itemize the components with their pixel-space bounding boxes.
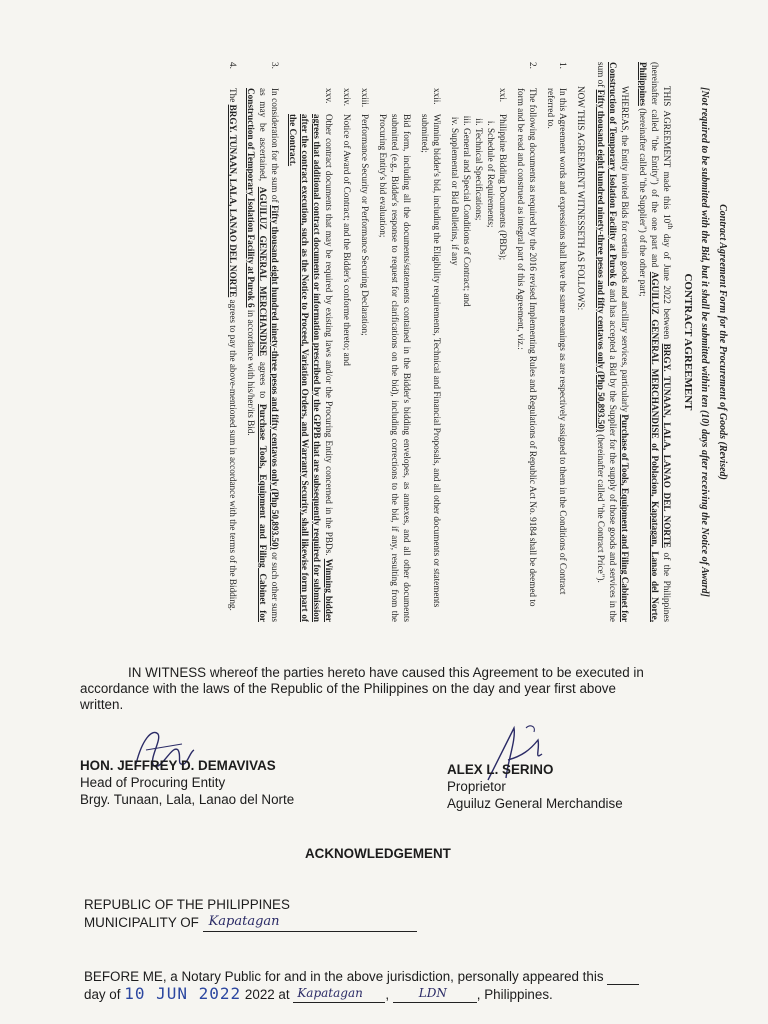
- signatory-left-title: Head of Procuring Entity: [80, 775, 226, 790]
- signatory-left-office: Brgy. Tunaan, Lala, Lanao del Norte: [80, 792, 295, 807]
- year-label: 2022 at: [244, 987, 290, 1002]
- signatory-right: [447, 761, 623, 812]
- day-of-line: day of 10 JUN 2022 2022 at Kapatagan , LDN , Philippines.: [84, 984, 553, 1003]
- before-me-line: [84, 968, 704, 985]
- clause-3-sum: Fifty thousand eight hundred ninety-three pesos and fifty centavos only (Php 50,893.50): [269, 205, 280, 550]
- clause-3-text-d: in accordance with his/her/its Bid.: [245, 307, 256, 436]
- municipality-line: [84, 914, 684, 932]
- clause-xxiv-text: Notice of Award of Contract; and the Bidder's conforme thereto; and: [341, 114, 352, 366]
- signatory-left: [80, 757, 294, 808]
- clause-xxi-title: Philippine Bidding Documents (PBDs);: [497, 114, 508, 261]
- place-value: Kapatagan: [297, 986, 363, 1000]
- clause-xxiv: [341, 62, 353, 622]
- intro-text-d: (hereinafter called "the Supplier") of the other part;: [637, 105, 648, 297]
- whereas-paragraph: [595, 62, 631, 622]
- clause-xxv-text-b: Winning bidder agrees that additional contract documents or information prescribed by the GPPB that are subsequently required for submission after the contract execution, such as the Notice to Proceed, Variation Orders, and Warranty Security, shall likewise form part of the Contract.: [287, 114, 334, 622]
- intro-supplier: AGUILUZ GENERAL MERCHANDISE of Poblacion, Kapatagan, Lanao del Norte, Philippines: [637, 62, 660, 622]
- clause-2: [515, 62, 539, 622]
- whereas-goods: Purchase of Tools, Equipment and Filing Cabinet for Construction of Temporary Isolation Facility at Purok 6: [607, 62, 630, 622]
- clause-3-text-b: or such other sums as may be ascertained,: [257, 88, 280, 622]
- pbd-list: [449, 114, 497, 622]
- signatory-right-office: Aguiluz General Merchandise: [447, 796, 623, 811]
- clause-4-text-b: agrees to pay the above-mentioned sum in accordance with the terms of the Bidding.: [227, 297, 238, 611]
- clause-1-number: 1.: [557, 62, 568, 69]
- clause-xxv-text-a: Other contract documents that may be required by existing laws and/or the Procuring Entity concerned in the PBDs.: [323, 114, 334, 559]
- form-header-line2: [Not required to be submitted with the Bid, but it shall be submitted within ten (10) days after receiving the Notice of Award]: [699, 87, 710, 597]
- province-value: LDN: [418, 986, 447, 1000]
- contract-title: CONTRACT AGREEMENT: [682, 273, 694, 411]
- intro-text-c: of the Philippines (hereinafter called "the Entity") of the one part and: [649, 62, 672, 622]
- clause-xxi-number: xxi.: [497, 88, 508, 103]
- clause-xxi: [449, 62, 509, 622]
- date-stamp: 10 JUN 2022: [124, 984, 242, 1003]
- day-of-label: day of: [84, 987, 121, 1002]
- clause-4-text-a: The: [227, 88, 238, 105]
- clause-3-number: 3.: [269, 62, 280, 69]
- intro-text-b: day of June 2022 between: [661, 229, 672, 344]
- bid-form-paragraph: Bid form, including all the documents/statements contained in the Bidder's bidding envelopes, as annexes, and all other documents submitted (e.g., Bidder's response to request for clarifications on the bid), including corrections to the bid, if any, resulting from the Procuring Entity's bid evaluation;: [377, 114, 412, 622]
- witness-line-2: accordance with the laws of the Republic of the Philippines on the day and year first above: [80, 681, 616, 696]
- place-field: [293, 988, 385, 1003]
- contract-agreement-rotated: [28, 62, 728, 642]
- signatory-left-name: HON. JEFFREY D. DEMAVIVAS: [80, 758, 276, 773]
- clause-2-number: 2.: [527, 62, 538, 69]
- clause-xxiii-text: Performance Security or Performance Securing Declaration;: [359, 114, 370, 336]
- notary-block: [84, 968, 704, 1003]
- municipality-label: MUNICIPALITY OF: [84, 915, 199, 930]
- clause-2-text: The following documents as required by the 2016 revised Implementing Rules and Regulations of Republic Act No. 9184 shall be deemed to form and be read and construed as integral part of this Agreement, viz.:: [515, 88, 538, 607]
- clause-1-text: In this Agreement words and expressions shall have the same meanings as are respectively assigned to them in the Conditions of Contract referred to.: [545, 88, 568, 595]
- witness-clause: [80, 665, 700, 713]
- clause-3-text-c: agrees to: [257, 356, 268, 405]
- signatory-right-name: ALEX L. SERINO: [447, 762, 554, 777]
- clause-3: [245, 62, 281, 622]
- signatory-right-title: Proprietor: [447, 779, 506, 794]
- contract-column: [221, 62, 728, 622]
- clause-xxii-number: xxii.: [431, 88, 442, 105]
- clause-xxii-text: Winning bidder's bid, including the Eligibility requirements, Technical and Financial Proposals, and all other documents or statements submitted;: [419, 114, 442, 608]
- clause-xxv: [287, 62, 335, 622]
- clause-4: [227, 62, 239, 622]
- clause-xxv-number: xxv.: [323, 88, 334, 104]
- witness-line-1: IN WITNESS whereof the parties hereto have caused this Agreement to be executed in: [128, 665, 644, 680]
- municipality-field: [203, 914, 417, 932]
- philippines-label: Philippines.: [484, 987, 553, 1002]
- clause-1: [545, 62, 569, 622]
- whereas-sum: Fifty thousand eight hundred ninety-three pesos and fifty centavos only (Php 50,893.50): [595, 89, 606, 432]
- municipality-value: Kapatagan: [208, 914, 280, 929]
- pbd-list-item: i. Schedule of Requirements;: [485, 128, 497, 622]
- clause-xxiv-number: xxiv.: [341, 88, 352, 107]
- republic-line: REPUBLIC OF THE PHILIPPINES: [84, 897, 290, 912]
- intro-entity: BRGY. TUNAAN, LALA, LANAO DEL NORTE: [661, 343, 672, 548]
- witness-line-3: written.: [80, 697, 124, 712]
- clause-3-text-a: In consideration for the sum of: [269, 88, 280, 206]
- venue-block: [84, 896, 684, 932]
- clause-xxiii-number: xxiii.: [359, 88, 370, 108]
- whereas-text-b: and has accepted a Bid by the Supplier for the supply of those goods and services in the sum of: [595, 62, 618, 622]
- intro-text-a: THIS AGREEMENT made this 10: [661, 86, 672, 224]
- before-me-text: BEFORE ME, a Notary Public for and in the above jurisdiction, personally appeared this: [84, 969, 604, 984]
- whereas-text-c: (hereinafter called "the Contract Price").: [595, 432, 606, 583]
- whereas-text-a: WHEREAS, the Entity invited Bids for certain goods and ancillary services, particularly: [619, 86, 630, 415]
- clause-4-entity: BRGY. TUNAAN, LALA, LANAO DEL NORTE: [227, 104, 238, 298]
- clause-3-goods: Purchase Tools, Equipment and Filing Cabinet for Construction of Temporary Isolation Facility at Purok 6: [245, 88, 268, 622]
- day-blank: [607, 970, 639, 985]
- clause-xxii: [419, 62, 443, 622]
- acknowledgement-title: ACKNOWLEDGEMENT: [305, 846, 451, 861]
- intro-sup: th: [666, 223, 675, 230]
- clause-xxiii: [359, 62, 371, 622]
- clause-4-number: 4.: [227, 62, 238, 69]
- witnesseth-line: NOW THIS AGREEMENT WITNESSETH AS FOLLOWS:: [575, 86, 586, 311]
- province-field: [393, 988, 477, 1003]
- pbd-list-item: ii. Technical Specifications;: [473, 128, 485, 622]
- clause-3-supplier: AGUILUZ GENERAL MERCHANDISE: [257, 186, 268, 357]
- intro-paragraph: [637, 62, 676, 622]
- pbd-list-item: iii. General and Special Conditions of Contract; and: [461, 128, 473, 622]
- pbd-list-item: iv. Supplemental or Bid Bulletins, if any: [449, 128, 461, 622]
- form-header-line1: Contract Agreement Form for the Procurement of Goods (Revised): [717, 204, 728, 480]
